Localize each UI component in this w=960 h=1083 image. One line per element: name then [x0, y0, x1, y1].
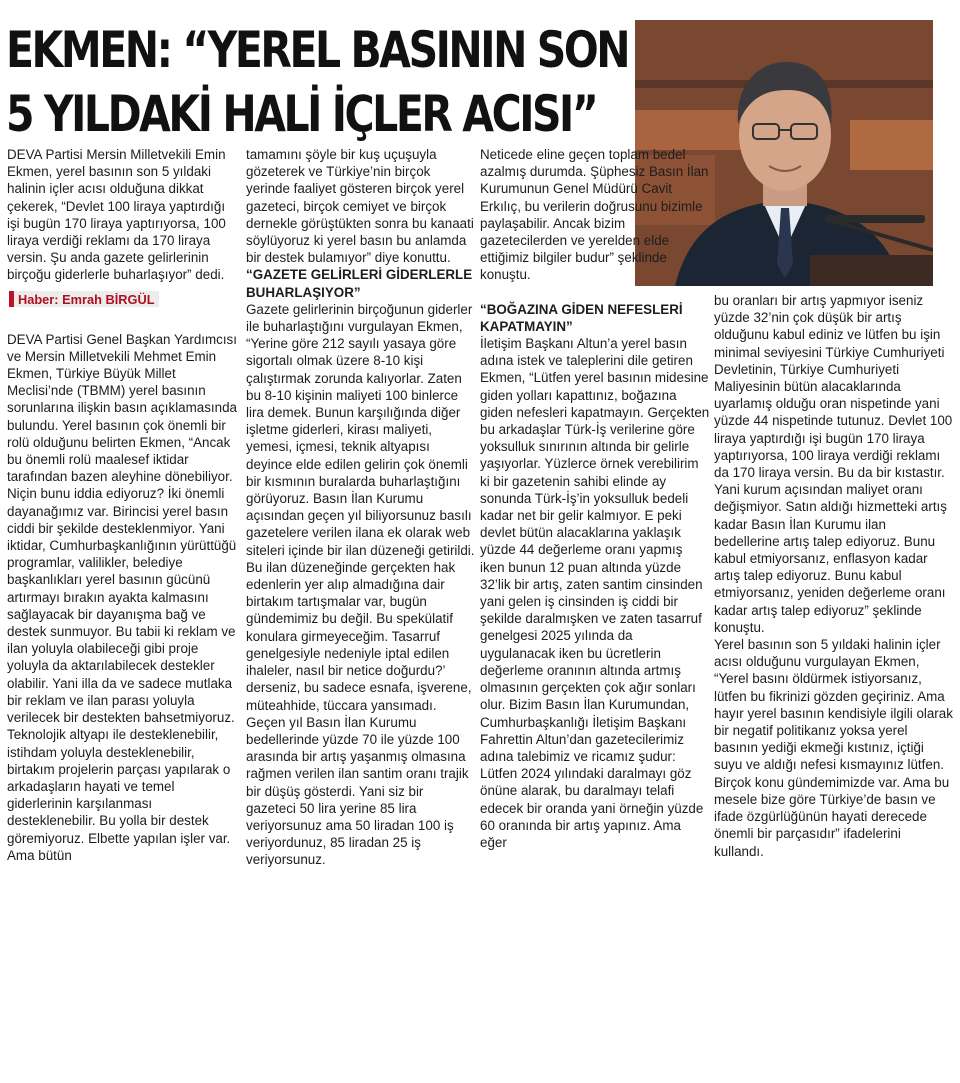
- body-paragraph: Yerel basının son 5 yıldaki halinin içler acısı olduğunu vurgulayan Ekmen, “Yerel basını öldürmek istiyorsanız, lütfen bu fikrinizi gözden geçiriniz. Ama hayır yerel basının kendisiyle ilgili olarak bir negatif politikanız yoksa yerel basının yediği ekmeği kıstınız, içtiği suyu ve aldığı nefesi kısmayınız lütfen. Birçok konu gündemimizde var. Ama bu mesele bize göre Türkiye’de basın ve ifade özgürlüğünün hayati derecede önemli bir parçasıdır” ifadelerini kullandı.: [714, 637, 953, 859]
- column-2: [246, 146, 476, 869]
- body-paragraph: Neticede eline geçen toplam bedel azalmış durumda. Şüphesiz Basın İlan Kurumunun Genel Müdürü Cavit Erkılıç, bu verilerin doğrusunu bizimle paylaşabilir. Ancak bizim gazetecilerden ve yerelden elde ettiğimiz bilgiler budur” şeklinde konuştu.: [480, 147, 709, 283]
- headline-line-1: EKMEN: “YEREL BASININ SON: [6, 21, 629, 79]
- body-paragraph: DEVA Partisi Genel Başkan Yardımcısı ve Mersin Milletvekili Mehmet Emin Ekmen, Türkiye Büyük Millet Meclisi’nde (TBMM) yerel basının sorunlarına ilişkin basın açıklamasında bulundu. Yerel basının çok önemli bir rolü olduğunu belirten Ekmen, “Ancak bu önemli rolü maalesef iktidar tarafından bazen aleyhine dönebiliyor. Niçin bunu iddia ediyoruz? İki önemli dayanağımız var. Birincisi yerel basın ciddi bir şekilde desteklenmiyor. Yani iktidar, Cumhurbaşkanlığının yürüttüğü programlar, valilikler, belediye başkanlıkları yerel basının gücünü artırmayı bırakın ayakta kalmasını sağlayacak bir dayanışma bağ ve destek sunmuyor. Bu tabii ki reklam ve ilan yoluyla olabileceği gibi proje yoluyla da aktarılabilecek destekler olabilir. Yani illa da ve sadece mutlaka bir reklam ve ilan parası yoluyla verilecek bir destekten bahsetmiyoruz. Teknolojik altyapı ile desteklenebilir, istihdam yoluyla desteklenebilir, birtakım projelerin parçası yapılarak o arkadaşların hayati ve temel giderlerinin karşılanması desteklenebilir. Bu yolla bir destek göremiyoruz. Elbette yapılan işler var. Ama bütün: [7, 331, 237, 863]
- subheading-bogazina-giden: “BOĞAZINA GİDEN NEFESLERİ KAPATMAYIN”: [480, 301, 683, 334]
- body-paragraph: bu oranları bir artış yapmıyor iseniz yüzde 32’nin çok düşük bir artış olduğunu kabul ediniz ve lütfen bu işin minimal seviyesini Türkiye Cumhuriyeti Devletinin, Türkiye Cumhuriyeti Maliyesinin bütün alacaklarında uyarlamış olduğu oran nispetinde yani yüzde 44 nispetinde tutunuz. Devlet 100 liraya yaptırdığı işi bugün 170 liraya yaptırıyorsa, 100 liraya verdiği reklamı da 170 liraya versin. Bu da bir kıstastır. Yani kurum açısından maliyet oranı değişmiyor. Satın aldığı hizmetteki artış kadar Basın İlan Kurumu ilan bedellerine artış talep ediyoruz. Bunu kabul etmiyorsanız, enflasyon kadar artış talep ediyoruz. Bunu kabul etmiyorsanız, yeniden değerleme oranı kadar artış talep ediyoruz” şeklinde konuştu.: [714, 293, 953, 635]
- body-paragraph: tamamını şöyle bir kuş uçuşuyla gözeterek ve Türkiye’nin birçok yerinde faaliyet gösteren birçok yerel gazeteci, birçok cemiyet ve birçok dernekle görüştükten sonra bu kanaati söylüyoruz ki yerel basın bu anlamda bir destek bulamıyor” diye konuttu.: [246, 147, 474, 266]
- column-3: [480, 146, 710, 851]
- intro-paragraph: DEVA Partisi Mersin Milletvekili Emin Ekmen, yerel basının son 5 yıldaki halinin içler acısı olduğuna dikkat çekerek, “Devlet 100 liraya yaptırdığı işi bugün 170 liraya yaptırıyorsa, 100 liraya verdiği reklamı da 170 liraya versin. Şu anda gazete gelirlerinin birçoğu giderlerle buharlaşıyor” dedi.: [7, 147, 226, 283]
- body-paragraph: Gazete gelirlerinin birçoğunun giderler ile buharlaştığını vurgulayan Ekmen, “Yerine göre 212 sayılı yasaya göre sigortalı olmak üzere 8-10 kişi çalıştırmak zorunda kalıyorlar. Zaten bu 8-10 kişinin maliyeti 100 binlerce lira demek. Bunun karşılığında diğer işletme giderleri, kirası maliyeti, yemesi, içmesi, teknik altyapısı deyince elde edilen gelirin çok önemli bir kısmının buralarda buharlaştığını görüyoruz. Basın İlan Kurumu açısından geçen yıl biliyorsunuz basılı gazetelere verilen ilana ek olarak web siteleri içinde bir ilan düzeneği getirildi. Bu ilan düzeneğinde gerçekten hak edenlerin yer alıp almadığına dair birtakım tartışmalar var, bugün gündemimiz bu değil. Bu spekülatif konulara girmeyeceğim. Tasarruf genelgesiyle nedeniyle iptal edilen ihaleler, nasıl bir netice doğurdu?’ derseniz, bu sadece esnafa, işverene, müteahhide, tüccara yansımadı. Geçen yıl Basın İlan Kurumu bedellerinde yüzde 70 ile yüzde 100 arasında bir artış yaşanmış olmasına rağmen verilen ilan santim oranı trajik bir düşüş gösterdi. Yani siz bir gazeteci 50 lira yerine 85 lira veriyorsunuz ama 50 liradan 100 iş veriyordunuz, 85 liradan 25 iş veriyorsunuz.: [246, 301, 475, 868]
- subheading-gazete-gelirleri: “GAZETE GELİRLERİ GİDERLERLE BUHARLAŞIYOR”: [246, 267, 473, 300]
- byline: Haber: Emrah BİRGÜL: [9, 291, 159, 307]
- headline: [6, 18, 629, 146]
- column-1: [7, 146, 237, 864]
- headline-line-2: 5 YILDAKİ HALİ İÇLER ACISI”: [6, 85, 597, 143]
- body-paragraph: İletişim Başkanı Altun’a yerel basın adına istek ve taleplerini dile getiren Ekmen, “Lütfen yerel basının midesine giden yolları kapattınız, boğazına giden nefesleri kapatmayın. Gerçekten bu arkadaşlar Türk-İş verilerine göre yoksulluk sınırının altında bir gelirle yaşıyorlar. Yüzlerce örnek verebilirim ki bir gazetenin sahibi elinde ay sonunda Türk-İş’in yoksulluk bedeli kadar net bir gelir kalmıyor. E peki devlet bütün alacaklarına yaklaşık yüzde 44 değerleme oranı yapmış iken bunun 12 puan altında yüzde 32’lik bir artış, zaten santim cinsinden yani gelen iş cinsinden iş ciddi bir şekilde daralmışken ve zaten tasarruf genelgesi 2025 yılında da uygulanacak iken bu ücretlerin değerleme oranının altında artmış olmasının gerçekten çok ağır sonları olur. Bizim Basın İlan Kurumundan, Cumhurbaşkanlığı İletişim Başkanı Fahrettin Altun’dan gazetecilerimiz adına talebimiz ve ricamız şudur: Lütfen 2024 yılındaki daralmayı göz önüne alarak, bu daralmayı telafi edecek bir oranda yani örneğin yüzde 60 oranında bir artış yapınız. Ama eğer: [480, 336, 710, 850]
- column-4: [714, 292, 954, 860]
